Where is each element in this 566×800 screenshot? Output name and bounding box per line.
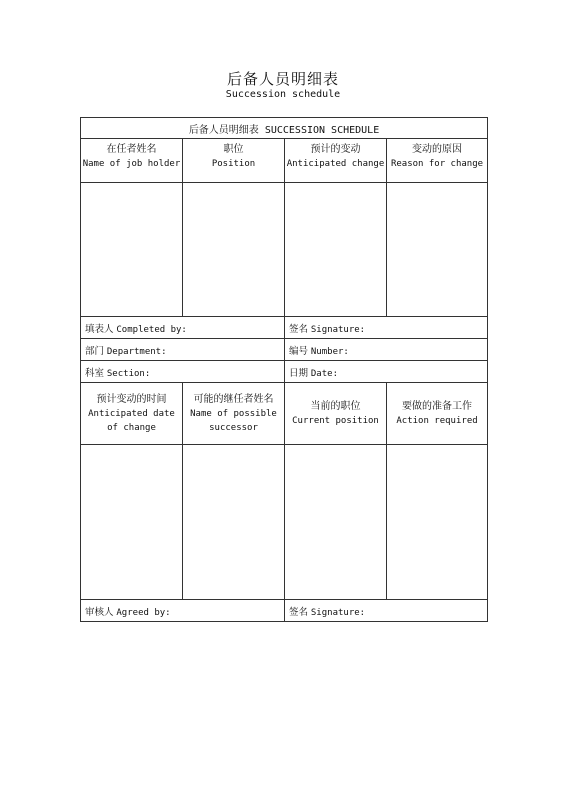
table-title: 后备人员明细表 SUCCESSION SCHEDULE — [81, 118, 488, 139]
date-field[interactable]: 日期 Date: — [285, 361, 488, 383]
input-anticipated-change[interactable] — [285, 183, 387, 317]
input-possible-successor[interactable] — [183, 445, 285, 600]
header-reason-for-change: 变动的原因 Reason for change — [387, 139, 488, 183]
input-anticipated-date[interactable] — [81, 445, 183, 600]
input-job-holder[interactable] — [81, 183, 183, 317]
input-action-required[interactable] — [387, 445, 488, 600]
number-field[interactable]: 编号 Number: — [285, 339, 488, 361]
header-position: 职位 Position — [183, 139, 285, 183]
header-possible-successor: 可能的继任者姓名 Name of possible successor — [183, 383, 285, 445]
page-title: 后备人员明细表 — [226, 70, 339, 88]
department-field[interactable]: 部门 Department: — [81, 339, 285, 361]
agreed-by-field[interactable]: 审核人 Agreed by: — [81, 600, 285, 622]
header-anticipated-change: 预计的变动 Anticipated change — [285, 139, 387, 183]
input-reason-for-change[interactable] — [387, 183, 488, 317]
section1-entry-row — [81, 183, 488, 317]
input-current-position[interactable] — [285, 445, 387, 600]
input-position[interactable] — [183, 183, 285, 317]
header-current-position: 当前的职位 Current position — [285, 383, 387, 445]
completed-by-field[interactable]: 填表人 Completed by: — [81, 317, 285, 339]
info-row-department — [81, 339, 488, 361]
footer-row — [81, 600, 488, 622]
header-job-holder: 在任者姓名 Name of job holder — [81, 139, 183, 183]
header-action-required: 要做的准备工作 Action required — [387, 383, 488, 445]
signature-field-1[interactable]: 签名 Signature: — [285, 317, 488, 339]
section2-header-row — [81, 383, 488, 445]
section1-header-row — [81, 139, 488, 183]
succession-form-table — [80, 117, 488, 622]
info-row-completed-by — [81, 317, 488, 339]
section2-entry-row — [81, 445, 488, 600]
header-anticipated-date: 预计变动的时间 Anticipated date of change — [81, 383, 183, 445]
page-subtitle: Succession schedule — [225, 89, 341, 100]
section-field[interactable]: 科室 Section: — [81, 361, 285, 383]
info-row-section — [81, 361, 488, 383]
signature-field-2[interactable]: 签名 Signature: — [285, 600, 488, 622]
